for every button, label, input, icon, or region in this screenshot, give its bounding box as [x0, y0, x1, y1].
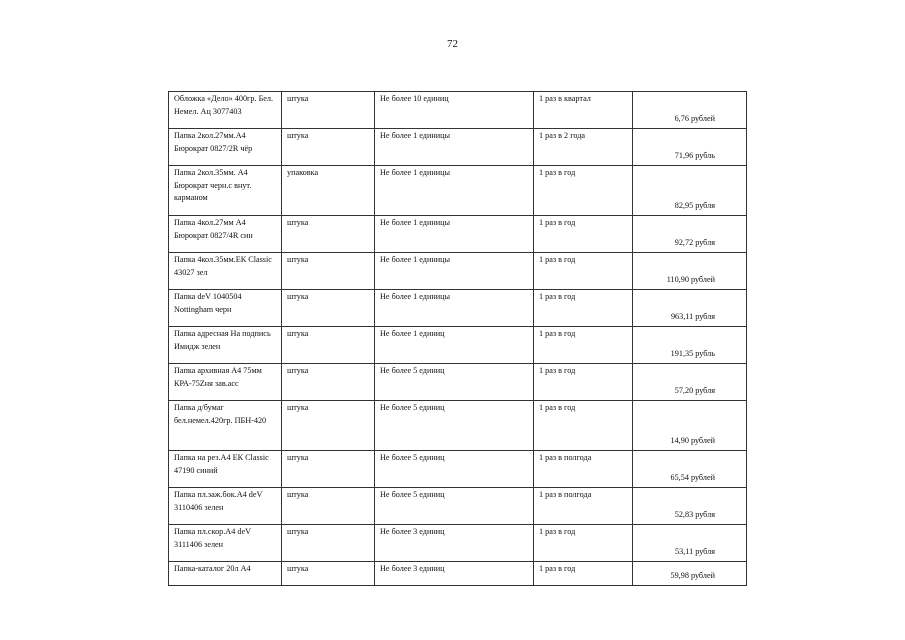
- item-frequency: 1 раз в 2 года: [534, 129, 633, 166]
- table-row: [169, 451, 747, 488]
- table-row: [169, 216, 747, 253]
- item-frequency: 1 раз в год: [534, 290, 633, 327]
- table-row: [169, 92, 747, 129]
- item-unit: штука: [282, 525, 375, 562]
- item-price: 59,98 рублей: [633, 562, 747, 586]
- item-name: Папка пл.скор.А4 deV 3111406 зелен: [169, 525, 282, 562]
- item-frequency: 1 раз в год: [534, 562, 633, 586]
- table-row: [169, 129, 747, 166]
- item-name: Папка на рез.А4 ЕК Classic 47190 синий: [169, 451, 282, 488]
- item-price: 52,83 рубля: [633, 488, 747, 525]
- item-quantity: Не более 1 единицы: [375, 253, 534, 290]
- item-price: 92,72 рубля: [633, 216, 747, 253]
- item-quantity: Не более 5 единиц: [375, 401, 534, 451]
- item-quantity: Не более 1 единицы: [375, 166, 534, 216]
- item-name: Папка 4кол.27мм А4 Бюрократ 0827/4R син: [169, 216, 282, 253]
- item-price: 191,35 рубль: [633, 327, 747, 364]
- table-row: [169, 562, 747, 586]
- item-quantity: Не более 5 единиц: [375, 364, 534, 401]
- table-row: [169, 290, 747, 327]
- item-price: 82,95 рубля: [633, 166, 747, 216]
- item-price: 71,96 рубль: [633, 129, 747, 166]
- item-quantity: Не более 3 единиц: [375, 525, 534, 562]
- table-row: [169, 253, 747, 290]
- item-frequency: 1 раз в год: [534, 364, 633, 401]
- item-name: Папка адресная На подпись Имидж зелен: [169, 327, 282, 364]
- item-unit: штука: [282, 488, 375, 525]
- item-quantity: Не более 1 единицы: [375, 129, 534, 166]
- item-name: Папка д/бумаг бел.немел.420гр. ПБН-420: [169, 401, 282, 451]
- item-unit: штука: [282, 364, 375, 401]
- item-unit: штука: [282, 129, 375, 166]
- item-name: Папка-каталог 20л А4: [169, 562, 282, 586]
- item-unit: штука: [282, 216, 375, 253]
- item-frequency: 1 раз в год: [534, 525, 633, 562]
- item-name: Папка 2кол.27мм.А4 Бюрократ 0827/2R чёр: [169, 129, 282, 166]
- item-quantity: Не более 1 единицы: [375, 216, 534, 253]
- item-name: Обложка «Дело» 400гр. Бел. Немел. Ац 3077403: [169, 92, 282, 129]
- item-frequency: 1 раз в год: [534, 253, 633, 290]
- table-row: [169, 166, 747, 216]
- item-quantity: Не более 10 единиц: [375, 92, 534, 129]
- item-unit: штука: [282, 327, 375, 364]
- item-price: 53,11 рубля: [633, 525, 747, 562]
- item-frequency: 1 раз в год: [534, 327, 633, 364]
- item-price: 14,90 рублей: [633, 401, 747, 451]
- item-price: 65,54 рублей: [633, 451, 747, 488]
- item-name: Папка архивная А4 75мм КРА-75Zня зав.асс: [169, 364, 282, 401]
- item-frequency: 1 раз в полгода: [534, 488, 633, 525]
- item-name: Папка 2кол.35мм. А4 Бюрократ черн.с внут. карманом: [169, 166, 282, 216]
- item-unit: штука: [282, 290, 375, 327]
- item-frequency: 1 раз в квартал: [534, 92, 633, 129]
- item-unit: штука: [282, 401, 375, 451]
- item-quantity: Не более 5 единиц: [375, 451, 534, 488]
- item-frequency: 1 раз в полгода: [534, 451, 633, 488]
- item-unit: штука: [282, 253, 375, 290]
- item-quantity: Не более 1 единиц: [375, 327, 534, 364]
- table-row: [169, 364, 747, 401]
- item-unit: штука: [282, 562, 375, 586]
- item-name: Папка пл.заж.бок.А4 deV 3110406 зелен: [169, 488, 282, 525]
- item-name: Папка deV 1040504 Nottingham черн: [169, 290, 282, 327]
- table-row: [169, 327, 747, 364]
- table-row: [169, 488, 747, 525]
- item-price: 110,90 рублей: [633, 253, 747, 290]
- item-unit: штука: [282, 451, 375, 488]
- item-price: 57,20 рубля: [633, 364, 747, 401]
- item-quantity: Не более 1 единицы: [375, 290, 534, 327]
- item-frequency: 1 раз в год: [534, 216, 633, 253]
- item-frequency: 1 раз в год: [534, 401, 633, 451]
- item-quantity: Не более 3 единиц: [375, 562, 534, 586]
- item-unit: штука: [282, 92, 375, 129]
- table-row: [169, 525, 747, 562]
- item-price: 6,76 рублей: [633, 92, 747, 129]
- item-name: Папка 4кол.35мм.ЕК Classic 43027 зел: [169, 253, 282, 290]
- item-price: 963,11 рубля: [633, 290, 747, 327]
- page-number: 72: [447, 38, 458, 50]
- item-quantity: Не более 5 единиц: [375, 488, 534, 525]
- item-frequency: 1 раз в год: [534, 166, 633, 216]
- item-unit: упаковка: [282, 166, 375, 216]
- table-row: [169, 401, 747, 451]
- supplies-table: [168, 91, 747, 586]
